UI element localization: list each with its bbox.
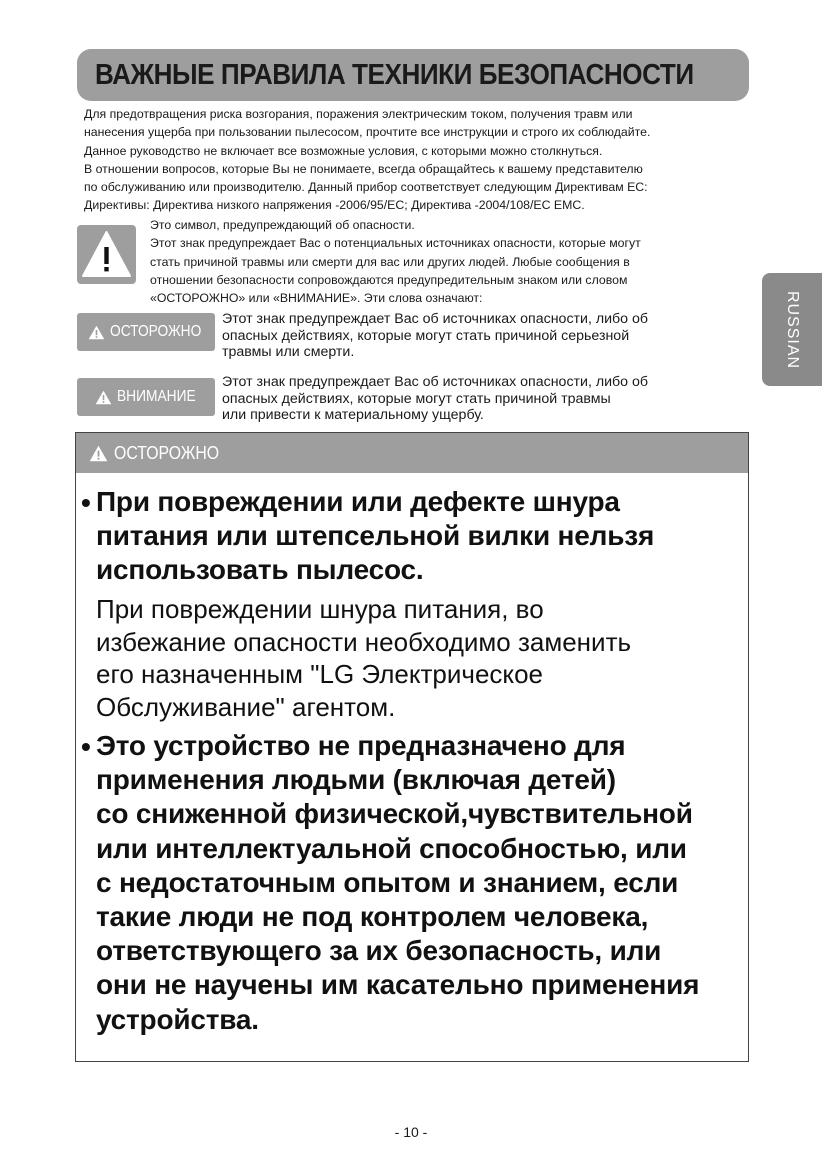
caution-badge-label: ВНИМАНИЕ — [117, 388, 196, 405]
intro-line: Данное руководство не включает все возможные условия, с которыми можно столкнуться. — [84, 143, 603, 158]
caution-description — [222, 374, 742, 424]
title-bar — [77, 49, 749, 101]
bullet-1-body-line: Обслуживание" агентом. — [96, 691, 396, 722]
warning-box-header — [76, 433, 748, 473]
symbol-line: отношении безопасности сопровождаются предупредительным знаком или словом — [150, 272, 628, 287]
symbol-explanation — [150, 216, 750, 307]
bullet-1-heading-line: При повреждении или дефекте шнура — [96, 486, 620, 517]
warning-box — [75, 432, 749, 1062]
symbol-line: «ОСТОРОЖНО» или «ВНИМАНИЕ». Эти слова означают: — [150, 291, 483, 306]
caution-description-line: опасных действиях, которые могут стать причиной травмы — [222, 390, 611, 407]
bullet-2-line: такие люди не под контролем человека, — [96, 901, 649, 933]
bullet-1-body-line: его назначенным "LG Электрическое — [96, 659, 544, 689]
bullet-2-line: или интеллектуальной способностью, или — [96, 832, 687, 864]
intro-paragraph — [84, 105, 754, 215]
bullet-1-heading-line: использовать пылесос. — [96, 554, 424, 586]
bullet-2-line: они не научены им касательно применения — [96, 969, 700, 1001]
warning-description-line: травмы или смерти. — [222, 344, 355, 361]
language-tab-label: RUSSIAN — [784, 290, 801, 369]
warning-triangle-icon — [95, 390, 112, 405]
bullet-2-line: с недостаточным опытом и знанием, если — [96, 866, 679, 898]
warning-badge-label: ОСТОРОЖНО — [109, 323, 202, 340]
warning-description-line: опасных действиях, которые могут стать причиной серьезной — [222, 327, 630, 344]
symbol-line: Это символ, предупреждающий об опасности. — [150, 218, 415, 232]
warning-triangle-icon — [88, 325, 105, 340]
language-tab — [762, 273, 822, 386]
bullet-2-line: Это устройство не предназначено для — [96, 730, 626, 761]
bullet-2-heading — [96, 729, 746, 1037]
page-number: - 10 - — [394, 1124, 428, 1140]
bullet-2-line: применения людьми (включая детей) — [96, 764, 616, 796]
warning-description — [222, 311, 742, 361]
intro-line: Для предотвращения риска возгорания, поражения электрическим током, получения травм или — [84, 107, 633, 121]
caution-badge — [77, 378, 215, 416]
caution-description-line: или привести к материальному ущербу. — [222, 407, 484, 424]
caution-description-line: Этот знак предупреждает Вас об источниках опасности, либо об — [222, 374, 649, 390]
bullet-2-line: устройства. — [96, 1003, 259, 1035]
bullet-1-body-line: избежание опасности необходимо заменить — [96, 626, 632, 657]
bullet-2-line: ответствующего за их безопасность, или — [96, 935, 662, 967]
warning-triangle-icon — [89, 445, 108, 462]
bullet-2-line: со сниженной физической,чувствительной — [96, 798, 693, 830]
bullet-dot: • — [81, 487, 91, 518]
page-title: ВАЖНЫЕ ПРАВИЛА ТЕХНИКИ БЕЗОПАСНОСТИ — [95, 58, 694, 91]
bullet-1-heading-line: питания или штепсельной вилки нельзя — [96, 520, 655, 552]
warning-description-line: Этот знак предупреждает Вас об источниках опасности, либо об — [222, 311, 649, 327]
intro-line: Директивы: Директива низкого напряжения -2006/95/EC; Директива -2004/108/EC EMC. — [84, 198, 585, 213]
intro-line: нанесения ущерба при пользовании пылесосом, прочтите все инструкции и строго их соблюдайте. — [84, 125, 651, 140]
intro-line: по обслуживанию или производителю. Данный прибор соответствует следующим Директивам ЕС: — [84, 180, 648, 195]
bullet-dot: • — [81, 731, 91, 762]
bullet-1-heading — [96, 485, 746, 588]
symbol-line: Этот знак предупреждает Вас о потенциальных источниках опасности, которые могут — [150, 236, 641, 251]
intro-line: В отношении вопросов, которые Вы не понимаете, всегда обращайтесь к вашему представителю — [84, 161, 643, 176]
warning-badge — [77, 313, 215, 351]
bullet-1-body-line: При повреждении шнура питания, во — [96, 594, 544, 624]
symbol-line: стать причиной травмы или смерти для вас или других людей. Любые сообщения в — [150, 254, 630, 269]
bullet-1-body — [96, 593, 746, 723]
warning-box-title: ОСТОРОЖНО — [114, 442, 220, 463]
hazard-symbol-icon — [77, 225, 136, 284]
